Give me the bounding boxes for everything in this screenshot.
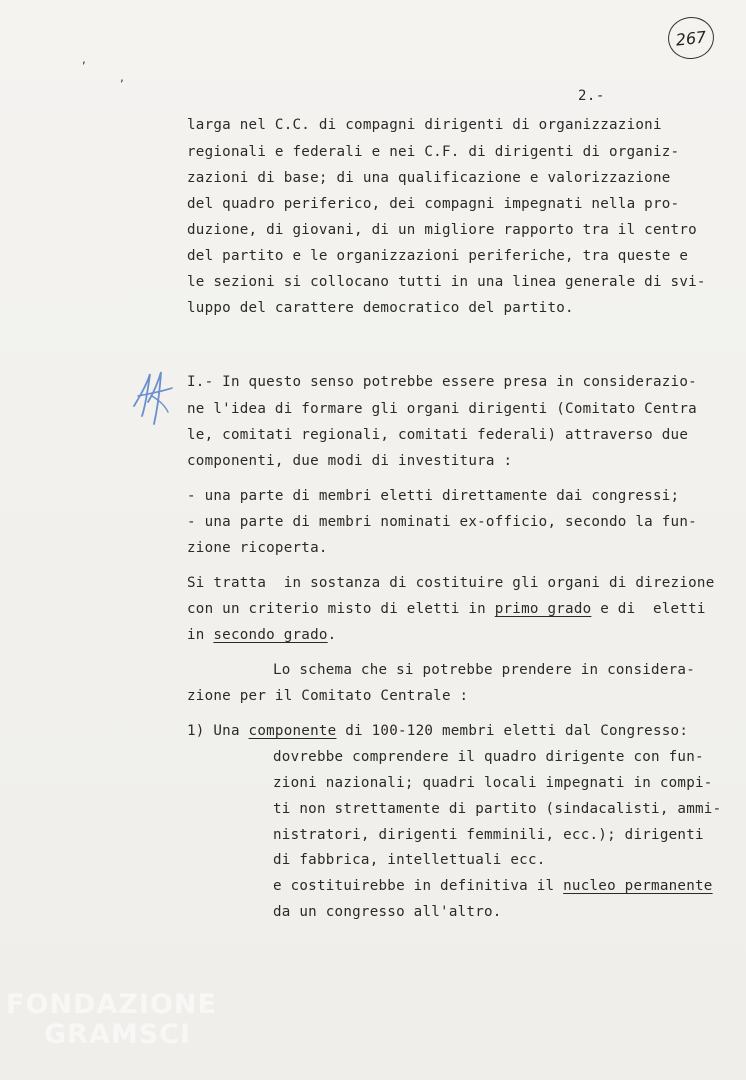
text-line: del quadro periferico, dei compagni impegnati nella pro- — [187, 196, 680, 212]
text-fragment: con un criterio misto di eletti in — [187, 601, 495, 617]
text-fragment: e di eletti — [591, 601, 706, 617]
list-item: - una parte di membri eletti direttamente dai congressi; — [187, 488, 680, 504]
text-line: Si tratta in sostanza di costituire gli organi di direzione — [187, 575, 715, 591]
text-fragment: e costituirebbe in definitiva il — [273, 878, 564, 894]
text-line: I.- In questo senso potrebbe essere presa in considerazio- — [187, 374, 697, 390]
text-line: zioni nazionali; quadri locali impegnati in compi- — [273, 775, 713, 791]
text-line: larga nel C.C. di compagni dirigenti di organizzazioni — [187, 117, 662, 133]
text-line — [273, 879, 713, 893]
numbered-item — [187, 724, 688, 738]
page-number: 2.- — [578, 88, 605, 104]
signature-mark — [128, 366, 178, 428]
text-line: Lo schema che si potrebbe prendere in considera- — [273, 662, 695, 678]
text-line: di fabbrica, intellettuali ecc. — [273, 852, 546, 868]
watermark-logo — [6, 990, 217, 1050]
text-fragment: di 100-120 membri eletti dal Congresso: — [336, 723, 689, 739]
list-item: - una parte di membri nominati ex-officio, secondo la fun- — [187, 514, 697, 530]
watermark-line: GRAMSCI — [44, 1019, 192, 1050]
text-line: le sezioni si collocano tutti in una linea generale di svi- — [187, 274, 706, 290]
text-fragment: . — [327, 627, 337, 643]
text-line: duzione, di giovani, di un migliore rapporto tra il centro — [187, 222, 697, 238]
text-line: zione per il Comitato Centrale : — [187, 688, 469, 704]
text-line: le, comitati regionali, comitati federali) attraverso due — [187, 427, 689, 443]
text-line: zazioni di base; di una qualificazione e valorizzazione — [187, 170, 671, 186]
underlined-text: componente — [248, 723, 337, 739]
underlined-text: primo grado — [494, 601, 592, 617]
archive-stamp — [666, 15, 716, 62]
text-line: da un congresso all'altro. — [273, 904, 502, 920]
text-line: regionali e federali e nei C.F. di dirigenti di organiz- — [187, 144, 680, 160]
watermark-line: FONDAZIONE — [6, 989, 217, 1020]
text-fragment: 1) Una — [187, 723, 249, 739]
text-line: dovrebbe comprendere il quadro dirigente con fun- — [273, 749, 704, 765]
stamp-number: 267 — [674, 26, 708, 50]
text-line: del partito e le organizzazioni periferiche, tra queste e — [187, 248, 689, 264]
underlined-text: nucleo permanente — [563, 878, 713, 894]
text-line: nistratori, dirigenti femminili, ecc.); dirigenti — [273, 827, 704, 843]
text-line — [187, 602, 706, 616]
text-line: componenti, due modi di investitura : — [187, 453, 513, 469]
text-fragment: in — [187, 627, 214, 643]
text-line: ti non strettamente di partito (sindacalisti, ammi- — [273, 801, 722, 817]
text-line: ne l'idea di formare gli organi dirigenti (Comitato Centra — [187, 401, 697, 417]
list-item: zione ricoperta. — [187, 540, 328, 556]
text-line — [187, 628, 336, 642]
underlined-text: secondo grado — [213, 627, 328, 643]
margin-mark: , — [82, 52, 86, 66]
text-line: luppo del carattere democratico del partito. — [187, 300, 574, 316]
margin-mark: , — [120, 70, 124, 84]
